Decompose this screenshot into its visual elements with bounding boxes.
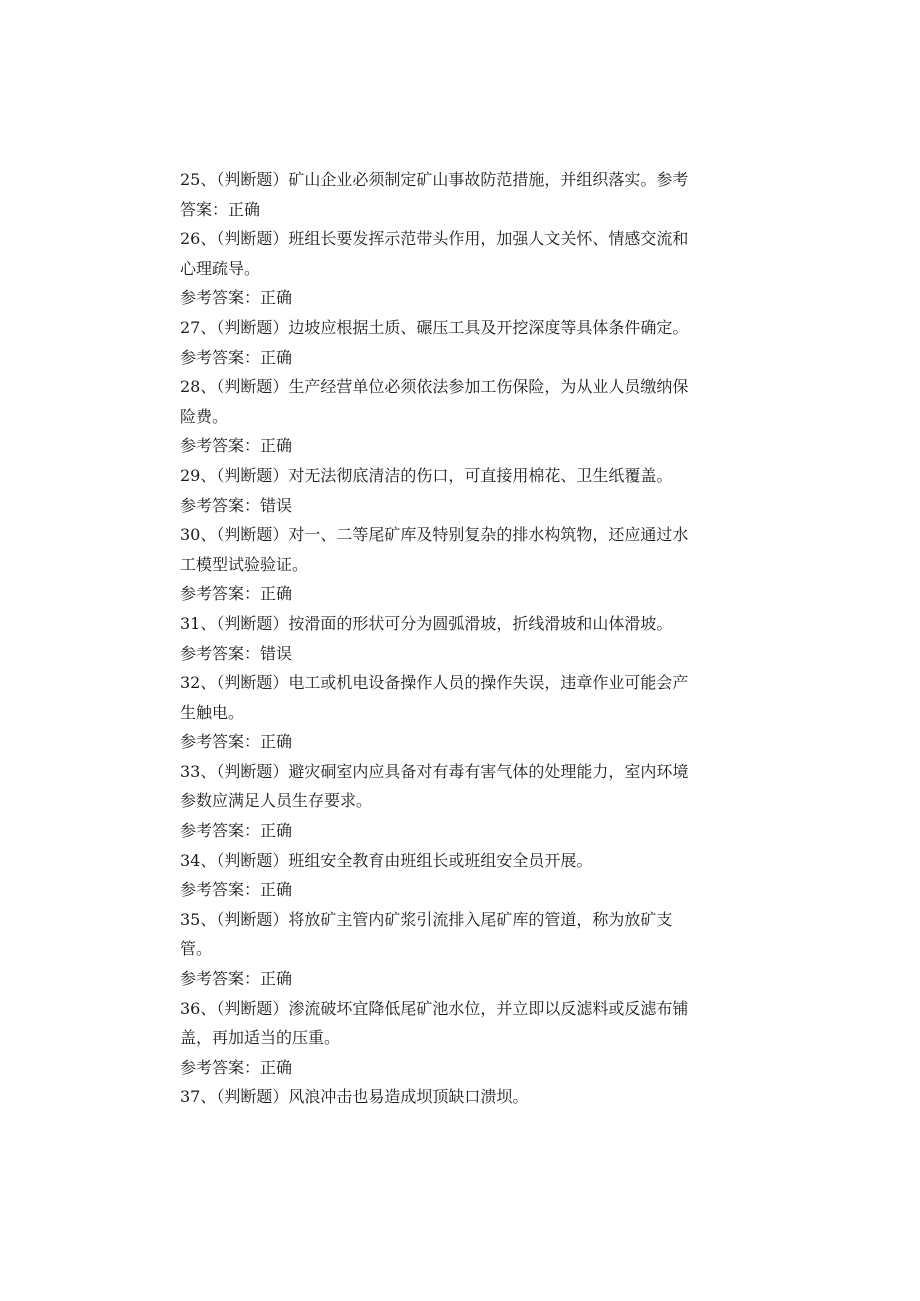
text-line: 工模型试验验证。 [180, 554, 309, 574]
text-line: 29、（判断题）对无法彻底清洁的伤口，可直接用棉花、卫生纸覆盖。 [180, 465, 673, 485]
text-line: 参数应满足人员生存要求。 [180, 791, 373, 811]
text-line: 37、（判断题）风浪冲击也易造成坝顶缺口溃坝。 [180, 1087, 529, 1107]
text-line: 参考答案：正确 [180, 347, 293, 367]
text-line: 参考答案：正确 [180, 969, 293, 989]
text-line: 31、（判断题）按滑面的形状可分为圆弧滑坡，折线滑坡和山体滑坡。 [180, 613, 673, 633]
text-line: 26、（判断题）班组长要发挥示范带头作用，加强人文关怀、情感交流和 [180, 229, 689, 249]
text-line: 参考答案：正确 [180, 880, 293, 900]
text-line: 28、（判断题）生产经营单位必须依法参加工伤保险，为从业人员缴纳保 [180, 377, 689, 397]
text-line: 33、（判断题）避灾硐室内应具备对有毒有害气体的处理能力，室内环境 [180, 761, 689, 781]
text-line: 生触电。 [180, 702, 245, 722]
text-line: 参考答案：正确 [180, 1057, 293, 1077]
text-line: 参考答案：错误 [180, 495, 293, 515]
text-line: 25、（判断题）矿山企业必须制定矿山事故防范措施，并组织落实。参考 [180, 170, 689, 189]
text-line: 参考答案：正确 [180, 732, 293, 752]
text-line: 盖，再加适当的压重。 [180, 1028, 341, 1048]
text-line: 35、（判断题）将放矿主管内矿浆引流排入尾矿库的管道，称为放矿支 [180, 909, 673, 929]
text-line: 参考答案：正确 [180, 288, 293, 308]
text-line: 答案：正确 [180, 199, 261, 219]
text-line: 参考答案：正确 [180, 584, 293, 604]
text-line: 参考答案：错误 [180, 643, 293, 663]
text-line: 管。 [180, 939, 213, 959]
text-line: 36、（判断题）渗流破坏宜降低尾矿池水位，并立即以反滤料或反滤布铺 [180, 998, 689, 1018]
text-line: 34、（判断题）班组安全教育由班组长或班组安全员开展。 [180, 850, 593, 870]
text-line: 30、（判断题）对一、二等尾矿库及特别复杂的排水构筑物，还应通过水 [180, 525, 689, 545]
text-line: 参考答案：正确 [180, 436, 293, 456]
text-line: 险费。 [180, 406, 229, 426]
text-line: 32、（判断题）电工或机电设备操作人员的操作失误，违章作业可能会产 [180, 673, 689, 693]
text-line: 心理疏导。 [180, 258, 261, 278]
question-list [180, 165, 730, 1112]
text-line: 参考答案：正确 [180, 821, 293, 841]
text-line: 27、（判断题）边坡应根据土质、碾压工具及开挖深度等具体条件确定。 [180, 317, 689, 337]
